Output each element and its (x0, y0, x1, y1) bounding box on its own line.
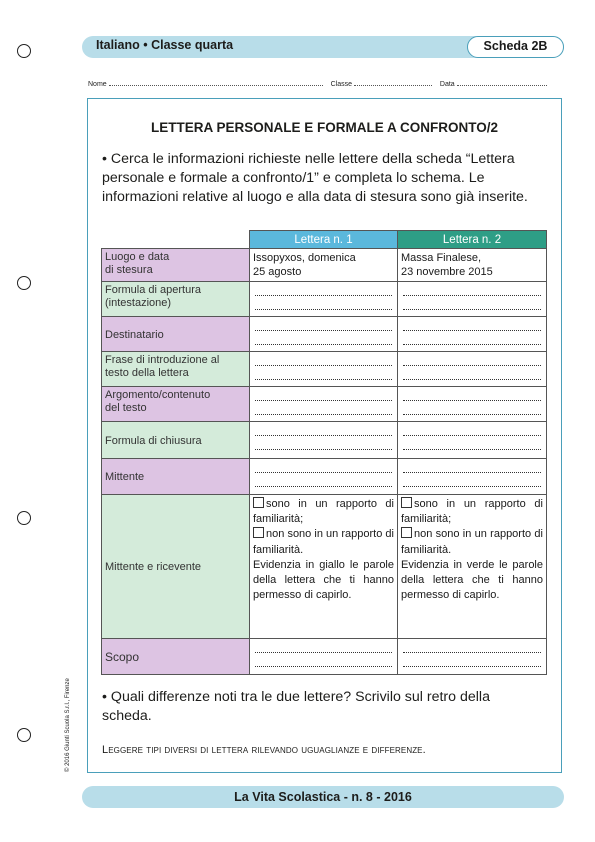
answer-cell[interactable] (398, 387, 547, 422)
option-text: sono in un rapporto di familiarità; (401, 498, 543, 526)
answer-cell[interactable] (250, 352, 398, 387)
row-label-mittente: Mittente (102, 459, 250, 495)
familiar-checkbox-1[interactable] (253, 497, 264, 508)
answer-cell[interactable] (250, 459, 398, 495)
student-fields (88, 78, 564, 88)
worksheet-title: LETTERA PERSONALE E FORMALE A CONFRONTO/2 (150, 120, 498, 135)
row-label-argomento (102, 387, 250, 422)
familiar-checkbox-2[interactable] (401, 497, 412, 508)
option-text: non sono in un rapporto di familiarità. (253, 528, 394, 556)
row-label-line: Luogo e data (105, 251, 170, 263)
unfamiliar-checkbox-2[interactable] (401, 527, 412, 538)
row-label-line: di stesura (105, 264, 153, 276)
answer-cell[interactable] (398, 317, 547, 352)
class-label: Classe (330, 81, 352, 88)
name-label: Nome (88, 81, 107, 88)
learning-objective: Leggere tipi diversi di lettera rilevando uguaglianze e differenze. (102, 744, 426, 756)
row-label-chiusura: Formula di chiusura (102, 422, 250, 459)
copyright-text: © 2016 Giunti Scuola S.r.l., Firenze (65, 678, 71, 772)
cell-text: 25 agosto (253, 266, 302, 278)
binder-hole-lower (17, 511, 31, 525)
option-unfamiliar-1 (253, 527, 394, 557)
name-field[interactable] (109, 78, 323, 86)
option-familiar-1 (253, 497, 394, 527)
row-label-scopo: Scopo (102, 639, 250, 675)
option-text: sono in un rapporto di familiarità; (253, 498, 394, 526)
row-label-line: Argomento/contenuto (105, 389, 211, 401)
cell-ricevente-2 (398, 495, 547, 639)
row-label-apertura (102, 282, 250, 317)
binder-hole-upper (17, 276, 31, 290)
option-text: non sono in un rapporto di familiarità. (401, 528, 543, 556)
row-label-line: Frase di introduzione al (105, 354, 220, 366)
date-label: Data (439, 81, 455, 88)
column-header-letter-2: Lettera n. 2 (398, 231, 547, 249)
option-unfamiliar-2 (401, 527, 543, 557)
row-label-frase (102, 352, 250, 387)
answer-cell[interactable] (250, 317, 398, 352)
answer-cell[interactable] (250, 387, 398, 422)
question-text: • Quali differenze noti tra le due lettere? Scrivilo sul retro della scheda. (102, 689, 490, 724)
binder-hole-bottom (17, 728, 31, 742)
class-field[interactable] (354, 78, 432, 86)
instruction-text: • Cerca le informazioni richieste nelle lettere della scheda “Lettera personale e formale a confronto/1” e completa lo schema. Le informazioni relative al luogo e alla data di stesura sono già inserite. (102, 151, 528, 205)
row-label-line: del testo (105, 402, 147, 414)
footer-band: La Vita Scolastica - n. 8 - 2016 (82, 786, 564, 808)
unfamiliar-checkbox-1[interactable] (253, 527, 264, 538)
cell-text: Issopyxos, domenica (253, 252, 356, 264)
highlight-note-2: Evidenzia in verde le parole della lettera che ti hanno permesso di capirlo. (401, 558, 543, 602)
binder-hole-top (17, 44, 31, 58)
answer-cell[interactable] (250, 282, 398, 317)
table-corner (102, 231, 250, 249)
cell-luogo-2 (398, 249, 547, 282)
cell-ricevente-1 (250, 495, 398, 639)
answer-cell[interactable] (250, 422, 398, 459)
row-label-ricevente: Mittente e ricevente (102, 495, 250, 639)
answer-cell[interactable] (398, 352, 547, 387)
row-label-line: (intestazione) (105, 297, 172, 309)
cell-luogo-1 (250, 249, 398, 282)
answer-cell[interactable] (398, 639, 547, 675)
row-label-destinatario: Destinatario (102, 317, 250, 352)
option-familiar-2 (401, 497, 543, 527)
date-field[interactable] (457, 78, 547, 86)
comparison-table (101, 230, 547, 675)
answer-cell[interactable] (398, 422, 547, 459)
answer-cell[interactable] (398, 459, 547, 495)
cell-text: 23 novembre 2015 (401, 266, 493, 278)
answer-cell[interactable] (398, 282, 547, 317)
sheet-number: Scheda 2B (467, 36, 564, 58)
cell-text: Massa Finalese, (401, 252, 482, 264)
column-header-letter-1: Lettera n. 1 (250, 231, 398, 249)
highlight-note-1: Evidenzia in giallo le parole della lettera che ti hanno permesso di capirlo. (253, 558, 394, 602)
subject-label: Italiano • Classe quarta (96, 38, 234, 52)
row-label-luogo (102, 249, 250, 282)
answer-cell[interactable] (250, 639, 398, 675)
row-label-line: testo della lettera (105, 367, 189, 379)
row-label-line: Formula di apertura (105, 284, 201, 296)
